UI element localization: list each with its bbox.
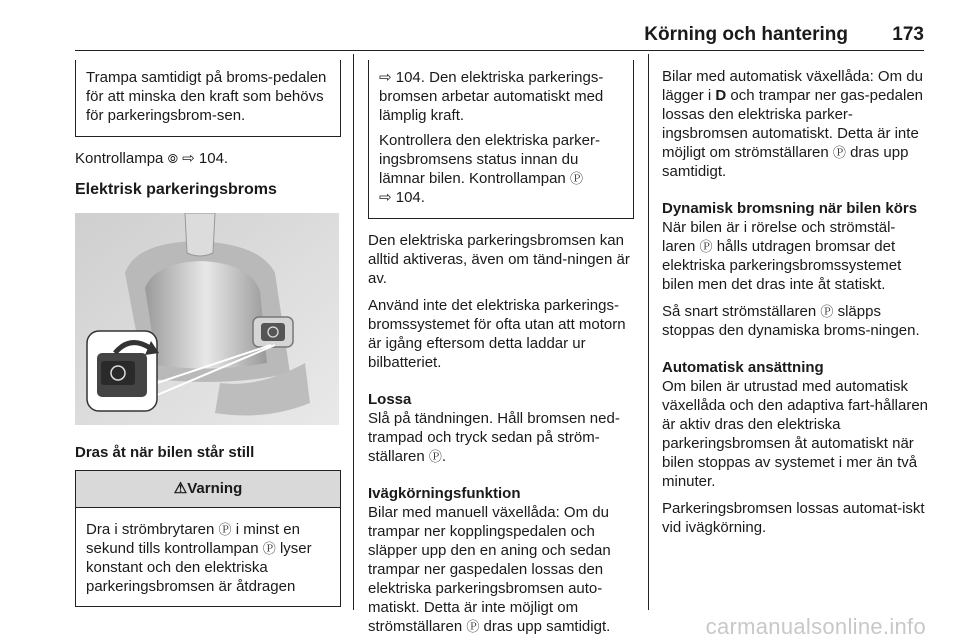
paragraph-dynamic: När bilen är i rörelse och strömstäl-laren Ⓟ hålls utdragen bromsar det elektriska parkeringsbromssystemet bilen men det dras inte åt statiskt. [662, 219, 902, 293]
paragraph-auto-release: Parkeringsbromsen lossas automat-iskt vid ivägkörning. [662, 500, 925, 536]
page-title: Körning och hantering [644, 24, 848, 45]
park-switch-icon: Ⓟ [428, 449, 442, 464]
park-switch-icon: Ⓟ [699, 239, 713, 254]
gear-d: D [715, 87, 727, 104]
column-divider-1 [353, 54, 354, 610]
paragraph-auto-apply: Om bilen är utrustad med automatisk växellåda och den adaptiva fart-hållaren är aktiv dras den elektriska parkeringsbromsen åt automatiskt när bilen stoppas av systemet i mer än två minuter. [662, 378, 929, 490]
park-lamp-icon: Ⓟ [262, 541, 276, 556]
lamp-reference: Kontrollampa ⦾ ⇨ 104. [75, 150, 229, 167]
watermark: carmanualsonline.info [705, 614, 926, 639]
paragraph-battery: Använd inte det elektriska parkerings-bromssystemet för ofta utan att motorn är igång eftersom detta laddar ur bilbatteriet. [368, 297, 626, 371]
column-divider-2 [648, 54, 649, 610]
note-text: Trampa samtidigt på broms-pedalen för att minska den kraft som behövs för parkeringsbrom-sen. [86, 69, 327, 124]
ref-arrow-icon: ⇨ [379, 69, 392, 86]
warning-title: Varning [187, 480, 243, 497]
parking-brake-illustration [75, 213, 339, 425]
heading-release: Lossa [368, 391, 412, 408]
warning-header [76, 471, 340, 508]
ref-arrow-icon: ⇨ [182, 150, 195, 167]
column-1 [75, 60, 341, 607]
warning-box [75, 470, 341, 607]
warning-text: Dra i strömbrytaren Ⓟ i minst en sekund tills kontrollampan Ⓟ lyser konstant och den elektriska parkeringsbromsen är åtdragen [86, 521, 312, 595]
ref-arrow-icon: ⇨ [379, 189, 392, 206]
paragraph-dynamic-release: Så snart strömställaren Ⓟ släpps stoppas den dynamiska broms-ningen. [662, 303, 920, 339]
continued-box [368, 60, 634, 219]
paragraph-release: Slå på tändningen. Håll bromsen ned-trampad och tryck sedan på ström-ställaren Ⓟ. [368, 410, 620, 465]
page-number: 173 [892, 24, 924, 45]
section-title: Elektrisk parkeringsbroms [75, 181, 277, 198]
park-switch-icon: Ⓟ [466, 619, 480, 634]
park-switch-icon: Ⓟ [218, 522, 232, 537]
heading-dynamic: Dynamisk bromsning när bilen körs [662, 200, 918, 217]
park-lamp-icon: Ⓟ [569, 171, 583, 186]
column-2 [368, 60, 634, 644]
park-switch-icon: Ⓟ [820, 304, 834, 319]
parking-brake-figure [75, 213, 339, 425]
paragraph-drive-away: Bilar med manuell växellåda: Om du trampar ner kopplingspedalen och släpper upp den en aning och sedan trampar ner gaspedalen lossas den elektriska parkeringsbromsen auto-matiskt. Detta är inte möjligt om strömställaren Ⓟ dras upp samtidigt. [368, 504, 611, 635]
heading-auto-apply: Automatisk ansättning [662, 359, 824, 376]
box-paragraph-1: ⇨ 104. Den elektriska parkerings-bromsen arbetar automatiskt med lämplig kraft. [379, 69, 604, 124]
brake-lamp-icon: ⦾ [167, 151, 178, 166]
header-divider [75, 50, 924, 51]
note-box [75, 60, 341, 137]
paragraph-always: Den elektriska parkeringsbromsen kan alltid aktiveras, även om tänd-ningen är av. [368, 232, 630, 287]
figure-caption: Dras åt när bilen står still [75, 444, 255, 461]
box-paragraph-2: Kontrollera den elektriska parker-ingsbromsens status innan du lämnar bilen. Kontrollampan Ⓟ ⇨ 104. [379, 132, 600, 206]
heading-drive-away: Ivägkörningsfunktion [368, 485, 521, 502]
column-3 [662, 67, 928, 545]
paragraph-automatic: Bilar med automatisk växellåda: Om du lägger i D och trampar ner gas-pedalen lossas den elektriska parker-ingsbromsen automatiskt. Detta är inte möjligt om strömställaren Ⓟ dras upp samtidigt. [662, 68, 923, 180]
page-header [0, 0, 960, 56]
park-switch-icon: Ⓟ [832, 145, 846, 160]
warning-triangle-icon: ⚠ [173, 480, 188, 497]
